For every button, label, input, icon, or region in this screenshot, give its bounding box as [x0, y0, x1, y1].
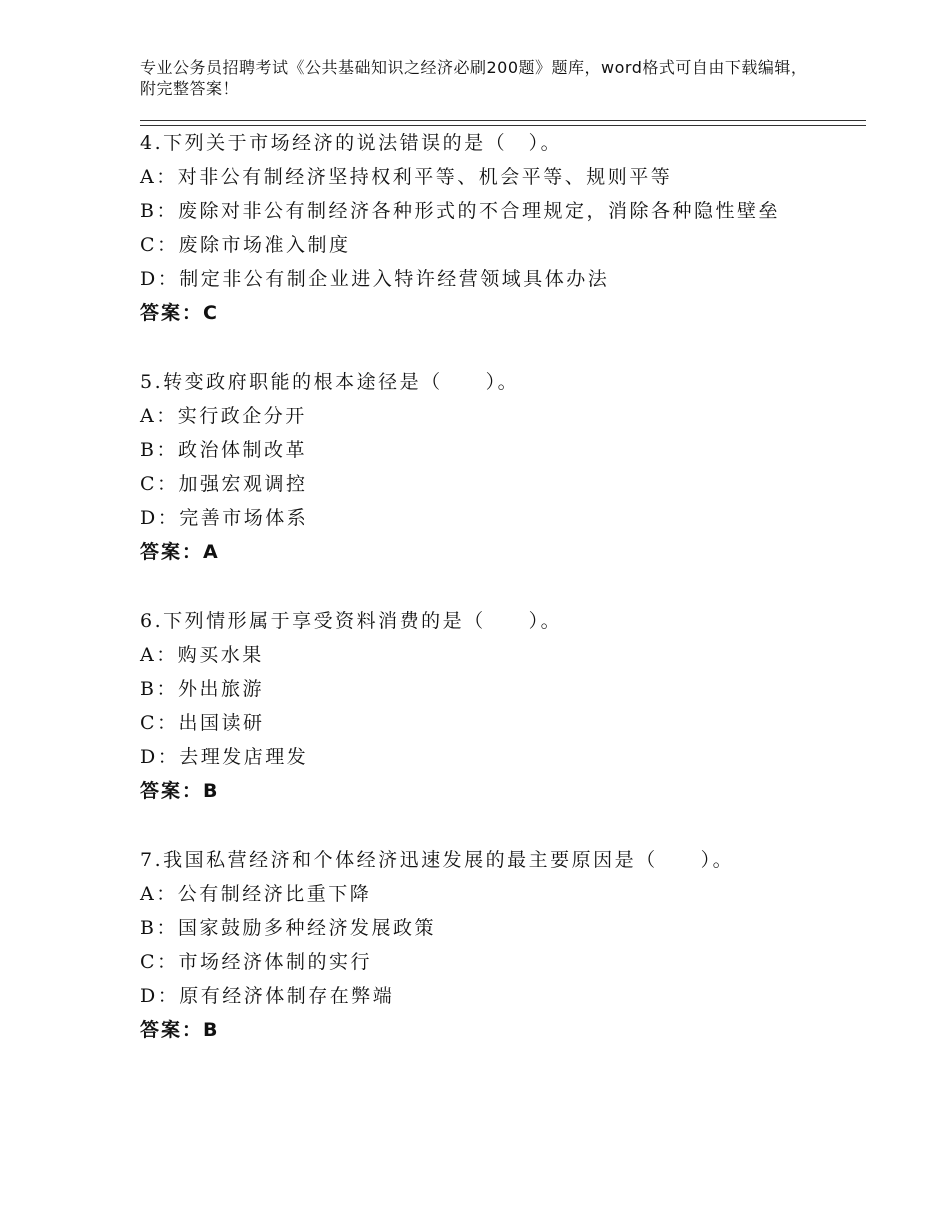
option-c: C：出国读研: [140, 712, 265, 734]
answer-value: B: [203, 1019, 218, 1041]
question-4: [140, 126, 860, 330]
option-d: D：制定非公有制企业进入特许经营领域具体办法: [140, 268, 610, 290]
question-5: [140, 365, 860, 569]
answer-line: [140, 1013, 860, 1047]
question-list: [140, 126, 860, 1082]
option-b: B：外出旅游: [140, 678, 264, 700]
option-b: B：政治体制改革: [140, 439, 307, 461]
question-stem: 4.下列关于市场经济的说法错误的是（ ）。: [140, 132, 563, 154]
question-stem: 6.下列情形属于享受资料消费的是（ ）。: [140, 610, 563, 632]
question-6: [140, 604, 860, 808]
question-stem: 5.转变政府职能的根本途径是（ ）。: [140, 371, 520, 393]
option-c: C：市场经济体制的实行: [140, 951, 373, 973]
page-header: 专业公务员招聘考试《公共基础知识之经济必刷200题》题库，word格式可自由下载编辑，附完整答案！: [140, 58, 808, 98]
option-d: D：原有经济体制存在弊端: [140, 985, 395, 1007]
answer-value: A: [203, 541, 218, 563]
option-b: B：废除对非公有制经济各种形式的不合理规定，消除各种隐性壁垒: [140, 200, 780, 222]
answer-label: 答案：: [140, 780, 204, 802]
option-d: D：完善市场体系: [140, 507, 309, 529]
answer-line: [140, 296, 860, 330]
answer-label: 答案：: [140, 541, 204, 563]
option-c: C：废除市场准入制度: [140, 234, 351, 256]
option-a: A：实行政企分开: [140, 405, 307, 427]
question-7: [140, 843, 860, 1047]
option-a: A：公有制经济比重下降: [140, 883, 372, 905]
answer-label: 答案：: [140, 1019, 204, 1041]
question-stem: 7.我国私营经济和个体经济迅速发展的最主要原因是（ ）。: [140, 849, 735, 871]
option-d: D：去理发店理发: [140, 746, 309, 768]
answer-label: 答案：: [140, 302, 204, 324]
option-c: C：加强宏观调控: [140, 473, 308, 495]
option-a: A：购买水果: [140, 644, 264, 666]
answer-line: [140, 535, 860, 569]
option-a: A：对非公有制经济坚持权利平等、机会平等、规则平等: [140, 166, 673, 188]
answer-value: C: [203, 302, 217, 324]
option-b: B：国家鼓励多种经济发展政策: [140, 917, 436, 939]
answer-value: B: [203, 780, 218, 802]
answer-line: [140, 774, 860, 808]
